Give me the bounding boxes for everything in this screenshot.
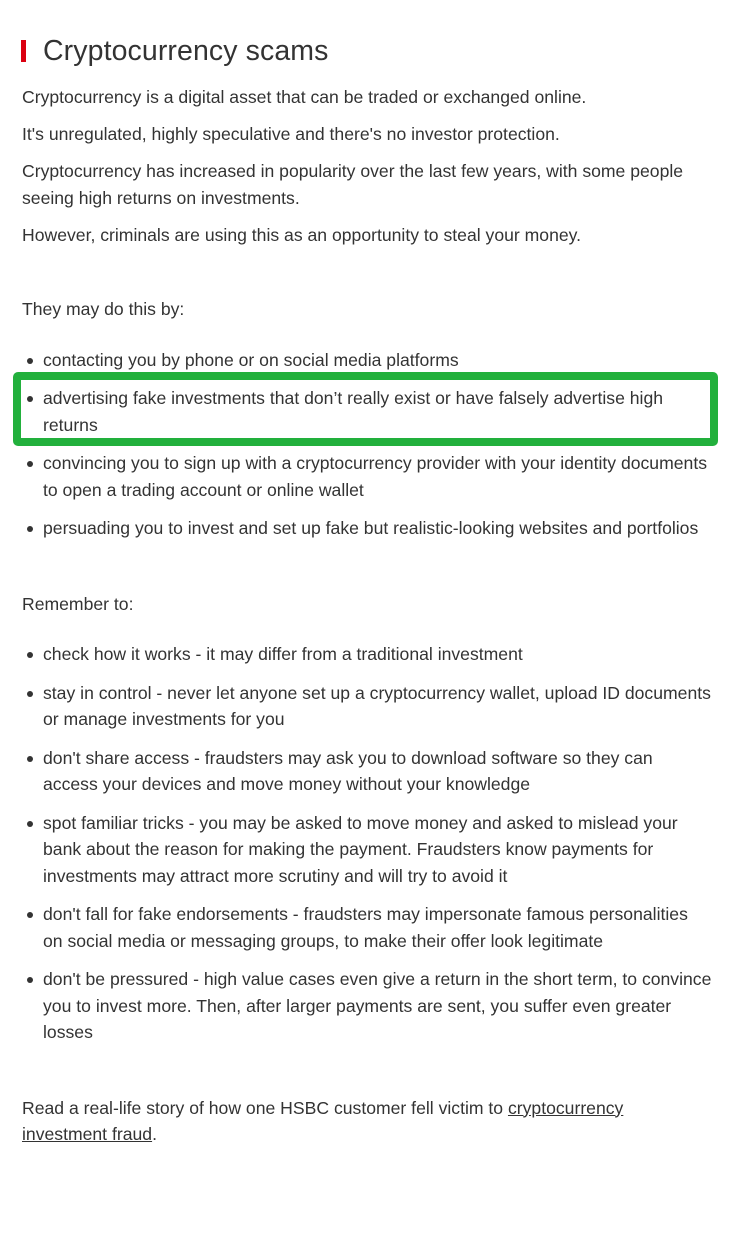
remember-lead: Remember to: <box>22 593 134 614</box>
crypto-fraud-story-link[interactable]: cryptocurrency investment fraud <box>22 1097 624 1144</box>
list-item <box>22 745 712 798</box>
story-paragraph <box>22 1095 712 1148</box>
intro-paragraph: It's unregulated, highly speculative and there's no investor protection. <box>22 124 560 144</box>
list-item <box>22 680 712 733</box>
intro-paragraph: Cryptocurrency has increased in popularity over the last few years, with some people seeing high returns on investments. <box>22 161 684 208</box>
list-item-text: don't share access - fraudsters may ask you to download software so they can access your devices and move money without your knowledge <box>43 747 653 794</box>
intro-paragraph: Cryptocurrency is a digital asset that can be traded or exchanged online. <box>22 87 587 107</box>
list-item-text: contacting you by phone or on social media platforms <box>43 349 459 370</box>
list-item-text: don't fall for fake endorsements - fraudsters may impersonate famous personalities on social media or messaging groups, to make their offer look legitimate <box>43 904 688 951</box>
list-item-text: check how it works - it may differ from a traditional investment <box>43 644 523 664</box>
list-item-text: advertising fake investments that don’t really exist or have falsely advertise high returns <box>43 388 664 435</box>
section-heading <box>21 32 712 70</box>
bullet-dot-icon <box>27 396 33 402</box>
bullet-dot-icon <box>27 912 33 918</box>
story-text: Read a real-life story of how one HSBC customer fell victim to <box>22 1097 508 1118</box>
bullet-dot-icon <box>27 756 33 762</box>
highlighted-list-item <box>22 385 712 438</box>
intro-paragraph: However, criminals are using this as an opportunity to steal your money. <box>22 224 582 245</box>
list-item <box>22 901 712 954</box>
bullet-dot-icon <box>27 977 33 983</box>
story-text-end: . <box>152 1124 157 1144</box>
bullet-dot-icon <box>27 652 33 658</box>
list-item <box>22 347 712 374</box>
bullet-dot-icon <box>27 526 33 532</box>
list-item <box>22 450 712 503</box>
methods-lead: They may do this by: <box>22 299 185 319</box>
list-item-text: persuading you to invest and set up fake but realistic-looking websites and portfolios <box>43 518 699 538</box>
list-item <box>22 810 712 890</box>
article <box>22 32 712 1148</box>
remember-list <box>22 641 712 1046</box>
bullet-dot-icon <box>27 691 33 697</box>
list-item <box>22 515 712 542</box>
methods-list <box>22 347 712 542</box>
list-item <box>22 641 712 668</box>
list-item-text: spot familiar tricks - you may be asked to move money and asked to mislead your bank about the reason for making the payment. Fraudsters know payments for investments may attract more scrutiny and will try to avoid it <box>43 812 678 886</box>
intro-paragraphs <box>22 84 712 248</box>
page-title: Cryptocurrency scams <box>43 34 329 67</box>
list-item-text: stay in control - never let anyone set up a cryptocurrency wallet, upload ID documents or manage investments for you <box>43 682 711 729</box>
bullet-dot-icon <box>27 821 33 827</box>
bullet-dot-icon <box>27 358 33 364</box>
list-item-text: convincing you to sign up with a cryptocurrency provider with your identity documents to open a trading account or online wallet <box>43 453 708 500</box>
list-item-text: don't be pressured - high value cases even give a return in the short term, to convince you to invest more. Then, after larger payments are sent, you suffer even greater losses <box>43 969 712 1042</box>
heading-accent-bar <box>21 40 26 62</box>
remember-section <box>22 591 712 1046</box>
list-item <box>22 966 712 1046</box>
bullet-dot-icon <box>27 461 33 467</box>
